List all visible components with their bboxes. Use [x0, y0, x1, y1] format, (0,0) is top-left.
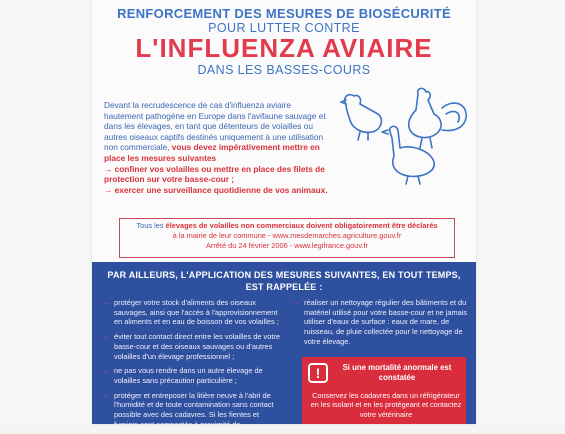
measure-item: → ne pas vous rendre dans un autre élevage de volailles sans précaution particulière ;	[102, 366, 263, 385]
title-line-4: DANS LES BASSES-COURS	[197, 63, 371, 77]
notice-line-3: Arrêté du 24 février 2006 - www.legifrance.gouv.fr	[205, 241, 369, 250]
measure-item: → protéger votre stock d'aliments des oiseaux sauvages, ainsi que l'accès à l'approvisionnement en aliments et en eau de boisson de vos volailles ;	[102, 298, 279, 327]
measures-right-column	[292, 298, 468, 352]
measures-heading: PAR AILLEURS, L'APPLICATION DES MESURES SUIVANTES, EN TOUT TEMPS, EST RAPPELÉE :	[107, 270, 461, 292]
flyer-page	[92, 0, 476, 429]
measure-item: → réaliser un nettoyage régulier des bâtiments et du matériel utilisé pour votre basse-cour et ne jamais utiliser d'eaux de surface : eaux de mare, de ruisseau, de pluie collectée pour le nettoyage de votre élevage.	[292, 298, 468, 346]
poultry-illustration	[338, 84, 474, 188]
declaration-notice: Tous les élevages de volailles non commerciaux doivent obligatoirement être déclarés à la mairie de leur commune - www.mesdemarches.agriculture.gouv.fr Arrêté du 24 février 2006 - www.legifrance.gouv.fr	[119, 218, 455, 258]
exclamation-icon: !	[308, 363, 328, 383]
title-line-1: RENFORCEMENT DES MESURES DE BIOSÉCURITÉ	[117, 6, 451, 21]
title-line-2: POUR LUTTER CONTRE	[208, 21, 360, 35]
measures-section	[92, 262, 476, 429]
notice-line-2: à la mairie de leur commune - www.mesdemarches.agriculture.gouv.fr	[172, 231, 402, 240]
abnormal-mortality-alert	[302, 357, 466, 424]
intro-paragraph: Devant la recrudescence de cas d'influenza aviaire hautement pathogène en Europe dans l'avifaune sauvage et dans les élevages, en tant que détenteurs de volailles ou autres oiseaux captifs destinés uniquement à une utilisation non commerciale,	[104, 100, 326, 153]
arrow-icon: →	[102, 332, 110, 342]
rooster-icon	[409, 88, 441, 137]
arrow-icon: →	[102, 366, 110, 376]
main-title: L'INFLUENZA AVIAIRE	[135, 33, 433, 63]
alert-text: Conservez les cadavres dans un réfrigérateur en les isolant et en les protégeant et contactez votre vétérinaire	[310, 391, 462, 419]
hen-icon	[345, 95, 382, 133]
arrow-icon: →	[292, 298, 300, 307]
intro-text	[104, 100, 332, 195]
measures-left-column	[102, 298, 284, 434]
arrow-icon: →	[102, 390, 110, 400]
measure-item: → éviter tout contact direct entre les volailles de votre basse-cour et des oiseaux sauvages ou d'autres volailles d'un élevage professionnel ;	[102, 332, 280, 361]
intro-imperative: vous devez impérativement mettre en place les mesures suivantes	[104, 142, 320, 163]
arrow-icon: →	[102, 298, 110, 307]
bullet-confine: → confiner vos volailles ou mettre en place des filets de protection sur votre basse-cour ;	[104, 163, 325, 185]
bullet-surveillance: → exercer une surveillance quotidienne de vos animaux.	[104, 184, 328, 195]
alert-title: Si une mortalité anormale est constatée	[342, 363, 452, 382]
measure-item: → protéger et entreposer la litière neuve à l'abri de l'humidité et de toute contamination sans contact possible avec des cadavres. Si les fientes et fumiers sont compostés à proximité de	[102, 390, 274, 429]
